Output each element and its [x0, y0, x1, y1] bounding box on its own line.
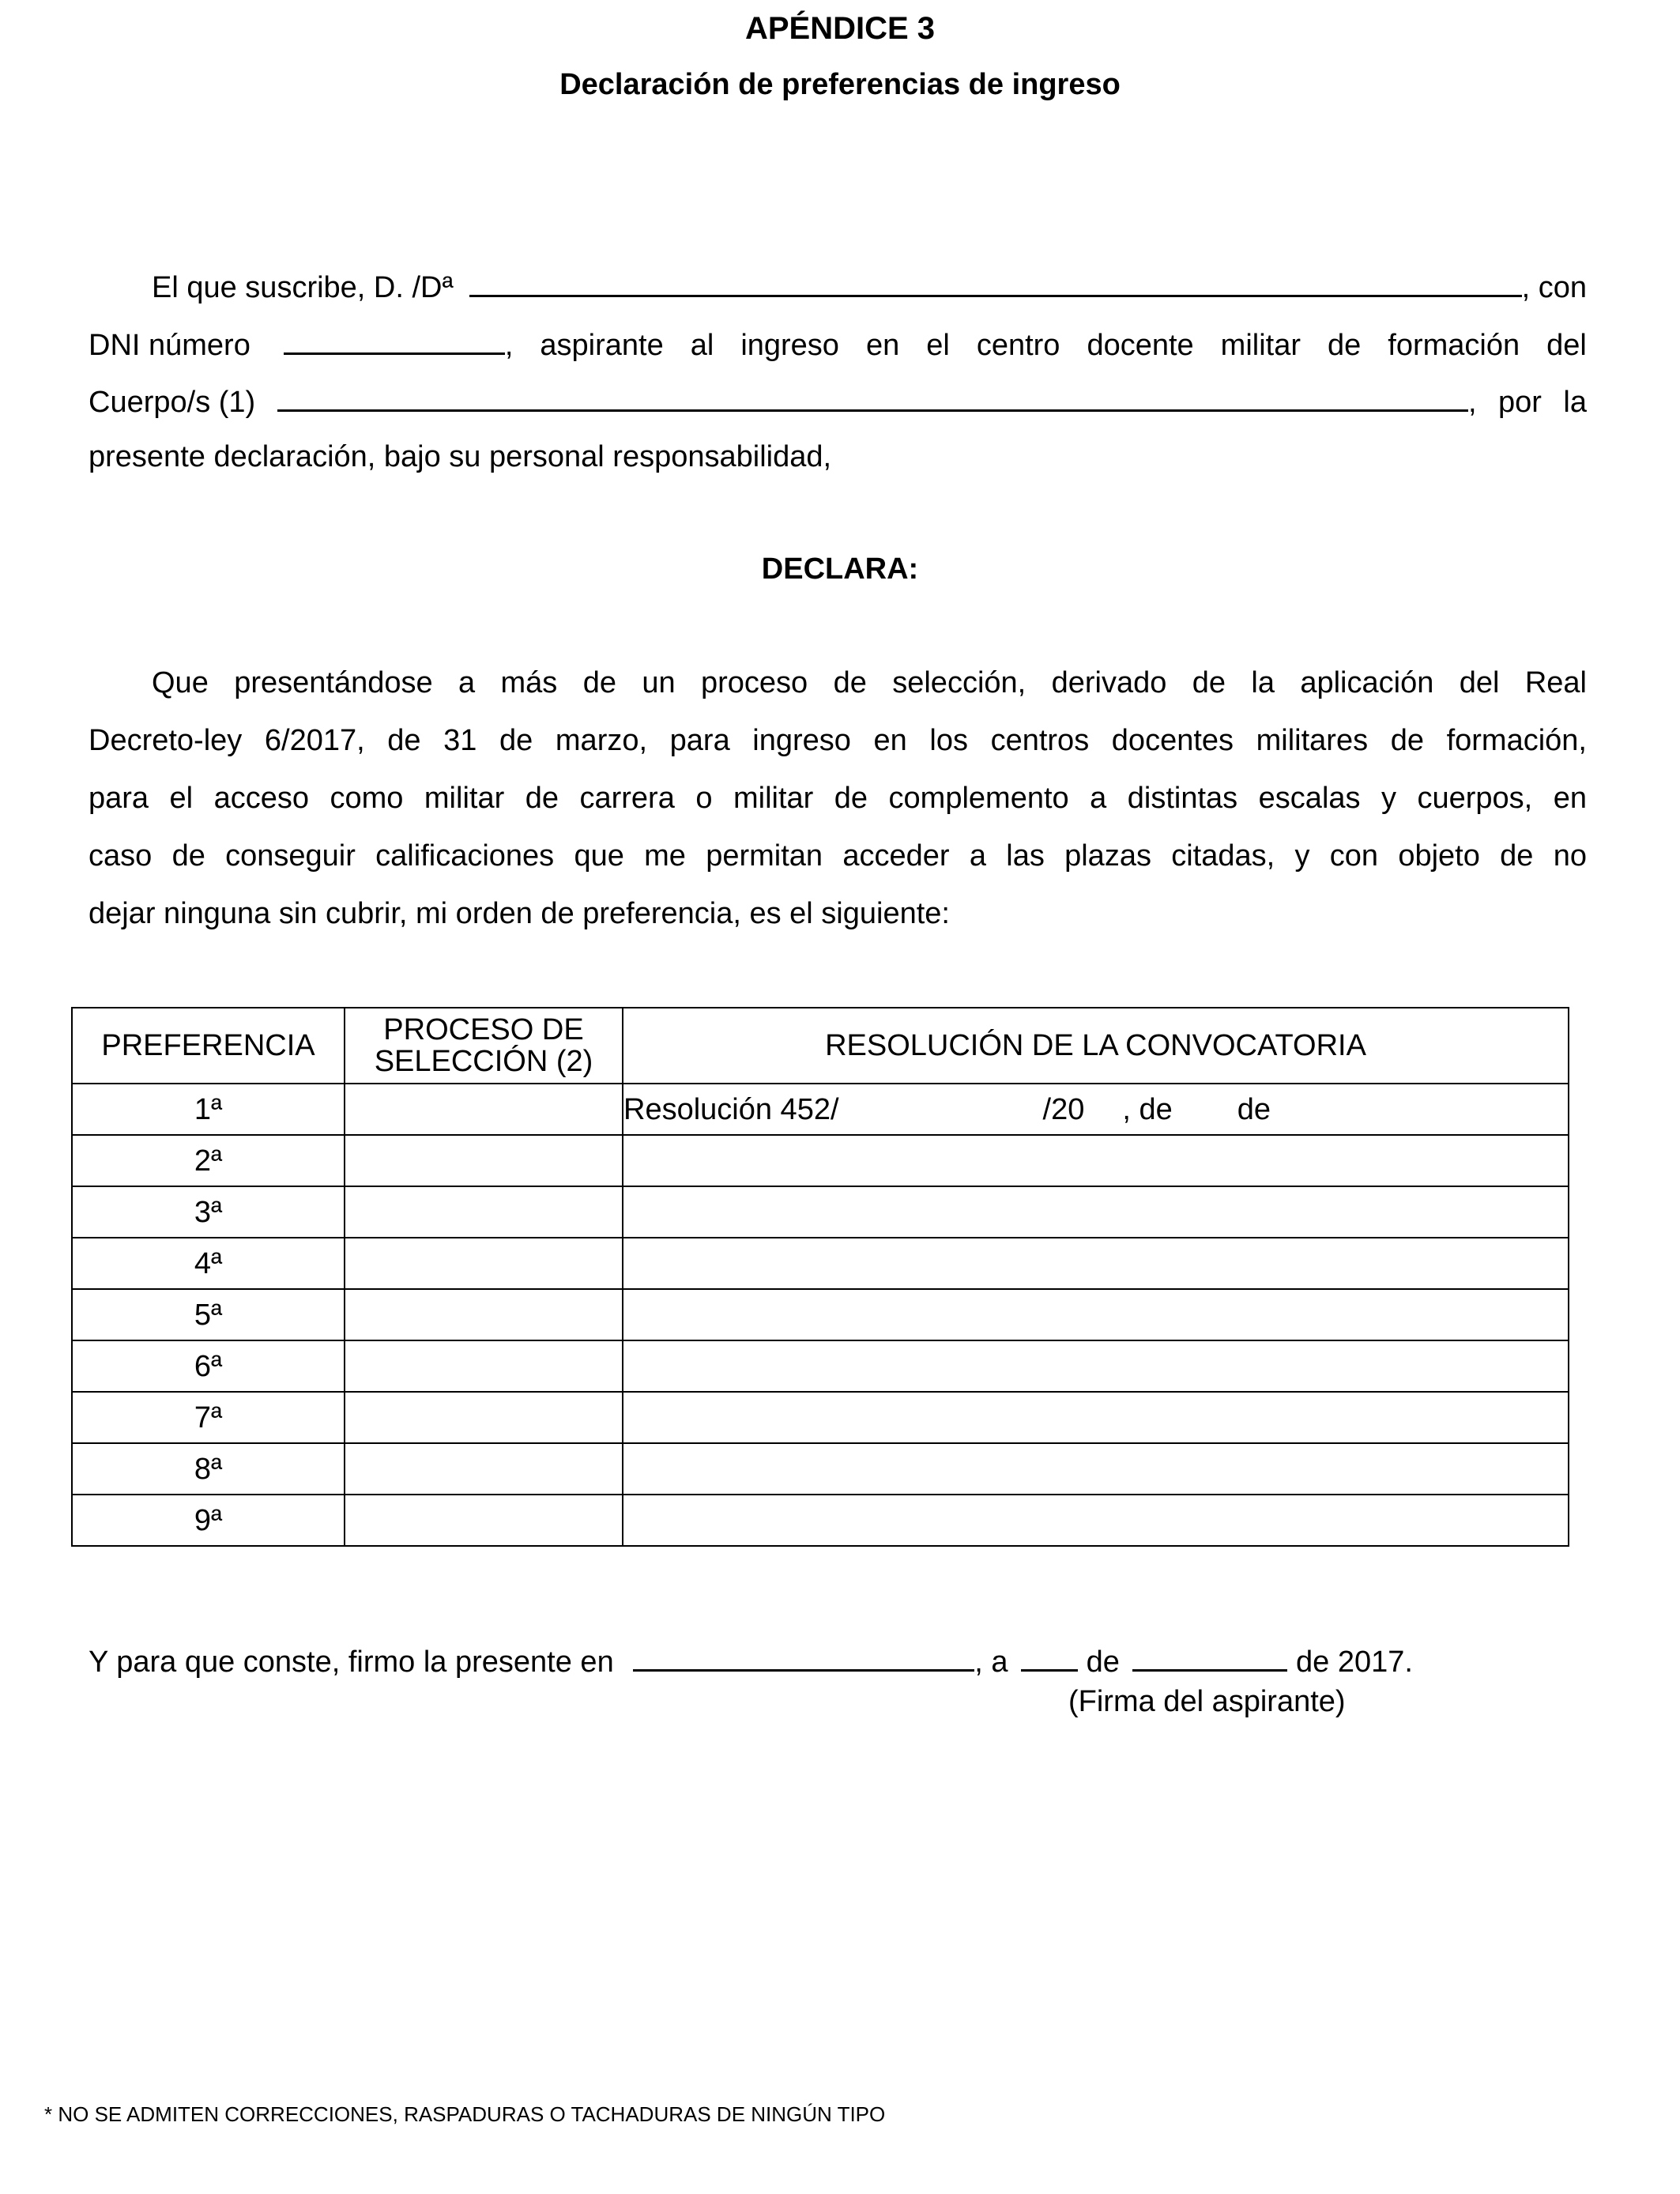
resolucion-prefix: Resolución 452/ — [623, 1092, 839, 1126]
table-row — [72, 1135, 1569, 1186]
preference-number: 4ª — [72, 1238, 345, 1289]
intro-text-suscribe: El que suscribe, D. /Dª — [152, 271, 454, 304]
body-line-3: para el acceso como militar de carrera o militar de complemento a distintas escalas y cuerpos, en — [89, 782, 1587, 815]
table-header-row — [72, 1008, 1569, 1084]
resolucion-cell[interactable] — [623, 1238, 1569, 1289]
preference-number: 1ª — [72, 1084, 345, 1135]
footnote: * NO SE ADMITEN CORRECCIONES, RASPADURAS O TACHADURAS DE NINGÚN TIPO — [44, 2102, 886, 2126]
table-row — [72, 1238, 1569, 1289]
intro-text-por-la: , por la — [1468, 386, 1587, 419]
intro-line-3 — [89, 378, 1587, 422]
body-line-2: Decreto-ley 6/2017, de 31 de marzo, para ingreso en los centros docentes militares de formación, — [89, 724, 1587, 757]
preference-number: 3ª — [72, 1186, 345, 1238]
intro-line-2 — [89, 321, 1587, 365]
header-resolucion: RESOLUCIÓN DE LA CONVOCATORIA — [623, 1008, 1569, 1084]
proceso-cell[interactable] — [345, 1495, 623, 1546]
table-row — [72, 1392, 1569, 1443]
table-row — [72, 1340, 1569, 1392]
intro-line-4: presente declaración, bajo su personal responsabilidad, — [89, 440, 832, 473]
resolucion-de-2: de — [1237, 1092, 1271, 1126]
month-field[interactable] — [1132, 1638, 1287, 1672]
resolucion-cell[interactable] — [623, 1392, 1569, 1443]
dni-field[interactable] — [284, 321, 505, 355]
intro-line-1 — [152, 263, 1587, 307]
table-row — [72, 1443, 1569, 1495]
intro-text-cuerpos: Cuerpo/s (1) — [89, 386, 256, 419]
resolucion-year: /20 — [1042, 1092, 1085, 1126]
header-proceso-line1: PROCESO DE — [383, 1013, 584, 1046]
declara-heading: DECLARA: — [761, 552, 919, 586]
body-line-5: dejar ninguna sin cubrir, mi orden de preferencia, es el siguiente: — [89, 897, 950, 930]
resolucion-cell[interactable] — [623, 1135, 1569, 1186]
resolucion-cell[interactable] — [623, 1084, 1569, 1135]
resolucion-cell[interactable] — [623, 1340, 1569, 1392]
body-line-4: caso de conseguir calificaciones que me permitan acceder a las plazas citadas, y con objeto de no — [89, 839, 1587, 873]
intro-text-dni: DNI número — [89, 329, 250, 362]
name-field[interactable] — [469, 263, 1522, 297]
proceso-cell[interactable] — [345, 1443, 623, 1495]
header-proceso — [345, 1008, 623, 1084]
preference-number: 7ª — [72, 1392, 345, 1443]
preferences-table — [71, 1007, 1569, 1547]
table-row — [72, 1289, 1569, 1340]
proceso-cell[interactable] — [345, 1135, 623, 1186]
closing-line — [89, 1638, 1413, 1682]
closing-text-2: , a — [974, 1646, 1008, 1679]
preference-number: 5ª — [72, 1289, 345, 1340]
preference-number: 2ª — [72, 1135, 345, 1186]
resolucion-cell[interactable] — [623, 1443, 1569, 1495]
closing-text-1: Y para que conste, firmo la presente en — [89, 1646, 614, 1679]
header-preferencia: PREFERENCIA — [72, 1008, 345, 1084]
resolucion-de-1: , de — [1122, 1092, 1173, 1126]
page-subtitle: Declaración de preferencias de ingreso — [559, 68, 1121, 101]
resolucion-cell[interactable] — [623, 1289, 1569, 1340]
closing-text-4: de 2017. — [1296, 1646, 1413, 1679]
preference-number: 8ª — [72, 1443, 345, 1495]
day-field[interactable] — [1021, 1638, 1078, 1672]
body-line-1: Que presentándose a más de un proceso de selección, derivado de la aplicación del Real — [152, 666, 1587, 699]
proceso-cell[interactable] — [345, 1340, 623, 1392]
proceso-cell[interactable] — [345, 1289, 623, 1340]
table-row — [72, 1495, 1569, 1546]
table-row — [72, 1186, 1569, 1238]
resolucion-cell[interactable] — [623, 1186, 1569, 1238]
proceso-cell[interactable] — [345, 1392, 623, 1443]
closing-text-3: de — [1086, 1646, 1120, 1679]
cuerpos-field[interactable] — [277, 378, 1468, 412]
resolucion-cell[interactable] — [623, 1495, 1569, 1546]
page-title: APÉNDICE 3 — [744, 11, 936, 46]
place-field[interactable] — [633, 1638, 974, 1672]
intro-text-con: , con — [1521, 271, 1587, 304]
proceso-cell[interactable] — [345, 1186, 623, 1238]
table-row — [72, 1084, 1569, 1135]
preference-number: 9ª — [72, 1495, 345, 1546]
header-proceso-line2: SELECCIÓN (2) — [374, 1045, 593, 1078]
intro-text-aspirante: , aspirante al ingreso en el centro docente militar de formación del — [504, 329, 1587, 362]
signature-label: (Firma del aspirante) — [1068, 1685, 1346, 1718]
proceso-cell[interactable] — [345, 1238, 623, 1289]
proceso-cell[interactable] — [345, 1084, 623, 1135]
preference-number: 6ª — [72, 1340, 345, 1392]
